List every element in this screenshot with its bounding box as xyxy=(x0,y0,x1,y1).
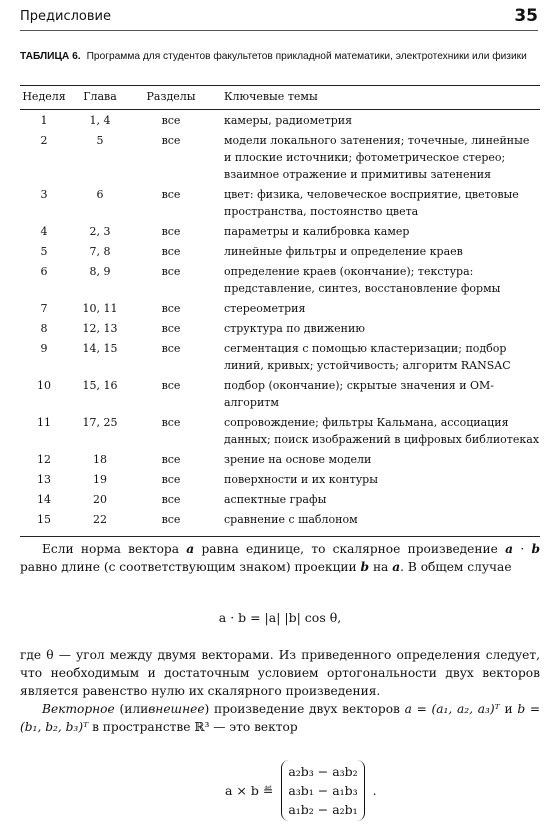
cell-topics: камеры, радиометрия xyxy=(224,114,353,127)
cell-sections: все xyxy=(161,302,181,315)
cell-chapter: 15, 16 xyxy=(82,379,118,392)
p1-text-b: равна единице, то скалярное произведение xyxy=(201,542,498,556)
matrix-row: a₁b₂ − a₂b₁ xyxy=(288,802,358,817)
table-row xyxy=(20,449,540,469)
cell-sections: все xyxy=(161,322,181,335)
equation-period: . xyxy=(372,783,377,798)
cell-chapter: 12, 13 xyxy=(82,322,118,335)
cell-week: 5 xyxy=(40,245,48,258)
cell-chapter: 7, 8 xyxy=(89,245,111,258)
table-caption-label: ТАБЛИЦА 6. xyxy=(20,51,81,62)
col-header-sections: Разделы xyxy=(132,86,210,110)
cell-sections: все xyxy=(161,379,181,392)
matrix-row: a₂b₃ − a₃b₂ xyxy=(288,764,358,779)
table-header-row xyxy=(20,86,540,110)
table-body xyxy=(20,110,540,537)
p3-text-b: ) произведение двух векторов xyxy=(204,702,400,716)
vector-b: b xyxy=(360,560,370,574)
col-header-chapter: Глава xyxy=(68,86,132,110)
cell-topics: сопровождение; фильтры Кальмана, ассоциация данных; поиск изображений в цифровых библиотеках xyxy=(224,416,540,446)
cell-topics: сравнение с шаблоном xyxy=(210,509,540,537)
cell-topics: модели локального затенения; точечные, линейные и плоские источники; фотометрическое стерео; взаимное отражение и примитивы затенения xyxy=(224,134,530,181)
cell-chapter: 20 xyxy=(93,493,107,506)
p1-text-e: . В общем случае xyxy=(400,560,512,574)
table-caption-text: Программа для студентов факультетов прикладной математики, электротехники или физики xyxy=(86,51,527,62)
col-header-week: Неделя xyxy=(20,86,68,110)
page-number: 35 xyxy=(514,6,538,26)
table-row xyxy=(20,184,540,221)
cell-topics: зрение на основе модели xyxy=(224,453,372,466)
cell-sections: все xyxy=(161,188,181,201)
cell-sections: все xyxy=(161,342,181,355)
cell-topics: сегментация с помощью кластеризации; подбор линий, кривых; устойчивость; алгоритм RANSAC xyxy=(224,342,511,372)
vector-a: a xyxy=(392,560,401,574)
cell-chapter: 5 xyxy=(96,134,104,147)
term-outer: внешнее xyxy=(148,702,205,716)
table-row xyxy=(20,261,540,298)
matrix-row: a₃b₁ − a₁b₃ xyxy=(288,783,358,798)
syllabus-table-wrapper xyxy=(20,85,540,537)
cell-chapter: 10, 11 xyxy=(82,302,118,315)
cell-chapter: 17, 25 xyxy=(82,416,118,429)
cell-topics: аспектные графы xyxy=(224,493,327,506)
vector-a: a xyxy=(186,542,195,556)
table-caption xyxy=(20,49,540,64)
equation-dot-product: a · b = |a| |b| cos θ, xyxy=(218,610,342,625)
cell-chapter: 8, 9 xyxy=(89,265,111,278)
cross-product-lhs: a × b ≝ xyxy=(225,783,274,798)
vector-b-definition: b = (b₁, b₂, b₃)ᵀ xyxy=(20,702,541,734)
table-row xyxy=(20,318,540,338)
cell-sections: все xyxy=(161,245,181,258)
cell-topics: цвет: физика, человеческое восприятие, цветовые пространства, постоянство цвета xyxy=(224,188,519,218)
cell-week: 1 xyxy=(40,114,48,127)
cell-chapter: 6 xyxy=(96,188,104,201)
cell-topics: линейные фильтры и определение краев xyxy=(224,245,463,258)
vector-a-definition: a = (a₁, a₂, a₃)ᵀ xyxy=(404,702,500,716)
cell-week: 9 xyxy=(40,342,48,355)
table-row xyxy=(20,469,540,489)
col-header-topics: Ключевые темы xyxy=(210,86,540,110)
vector-a: a xyxy=(505,542,514,556)
cell-sections: все xyxy=(132,509,210,537)
table-row xyxy=(20,241,540,261)
p3-text-a: (или xyxy=(119,702,149,716)
p3-conjunction: и xyxy=(504,702,513,716)
table-row xyxy=(20,509,540,537)
syllabus-table xyxy=(20,85,540,537)
p1-text-a: Если норма вектора xyxy=(42,542,179,556)
cross-product-matrix xyxy=(281,760,364,821)
p3-text-c: в пространстве ℝ³ — это вектор xyxy=(92,720,298,734)
table-row xyxy=(20,130,540,184)
running-header xyxy=(20,6,538,31)
cell-sections: все xyxy=(161,493,181,506)
cell-week: 14 xyxy=(37,493,51,506)
term-cross-product: Векторное xyxy=(42,702,115,716)
cell-sections: все xyxy=(161,473,181,486)
table-row xyxy=(20,110,540,131)
p1-text-c: равно длине (с соответствующим знаком) проекции xyxy=(20,560,357,574)
table-row xyxy=(20,412,540,449)
cell-topics: подбор (окончание); скрытые значения и ОМ-алгоритм xyxy=(224,379,495,409)
cell-sections: все xyxy=(161,225,181,238)
cell-topics: параметры и калибровка камер xyxy=(224,225,410,238)
cell-chapter: 1, 4 xyxy=(89,114,111,127)
cell-week: 3 xyxy=(40,188,48,201)
table-row xyxy=(20,221,540,241)
cell-week: 13 xyxy=(37,473,51,486)
table-row xyxy=(20,489,540,509)
cell-week: 15 xyxy=(20,509,68,537)
table-row xyxy=(20,298,540,318)
cell-topics: структура по движению xyxy=(224,322,365,335)
equation-cross-product xyxy=(225,760,377,821)
cell-sections: все xyxy=(161,416,181,429)
cell-topics: определение краев (окончание); текстура: представление, синтез, восстановление формы xyxy=(224,265,501,295)
cell-sections: все xyxy=(161,265,181,278)
cell-week: 12 xyxy=(37,453,51,466)
paragraph-cross-product xyxy=(20,700,540,736)
cell-week: 7 xyxy=(40,302,48,315)
cell-week: 2 xyxy=(40,134,48,147)
cell-chapter: 22 xyxy=(68,509,132,537)
cell-week: 4 xyxy=(40,225,48,238)
cell-sections: все xyxy=(161,453,181,466)
p1-text-d: на xyxy=(372,560,389,574)
cell-chapter: 19 xyxy=(93,473,107,486)
cell-week: 6 xyxy=(40,265,48,278)
table-row xyxy=(20,338,540,375)
cell-sections: все xyxy=(161,134,181,147)
table-row xyxy=(20,375,540,412)
cell-chapter: 14, 15 xyxy=(82,342,118,355)
cell-chapter: 2, 3 xyxy=(89,225,111,238)
section-title: Предисловие xyxy=(20,9,111,24)
paragraph-dot-product: Если норма вектора a равна единице, то скалярное произведение a · b равно длине (с соответствующим знаком) проекции b на a. В общем случае xyxy=(20,542,541,574)
cell-topics: поверхности и их контуры xyxy=(224,473,378,486)
cell-week: 10 xyxy=(37,379,51,392)
paragraph-orthogonality: где θ — угол между двумя векторами. Из приведенного определения следует, что необходимым и достаточным условием ортогональности двух векторов является равенство нулю их скалярного произведения. xyxy=(20,648,540,698)
cell-topics: стереометрия xyxy=(224,302,306,315)
cell-week: 11 xyxy=(37,416,51,429)
cell-sections: все xyxy=(161,114,181,127)
cell-week: 8 xyxy=(40,322,48,335)
cell-chapter: 18 xyxy=(93,453,107,466)
vector-b: b xyxy=(531,542,541,556)
